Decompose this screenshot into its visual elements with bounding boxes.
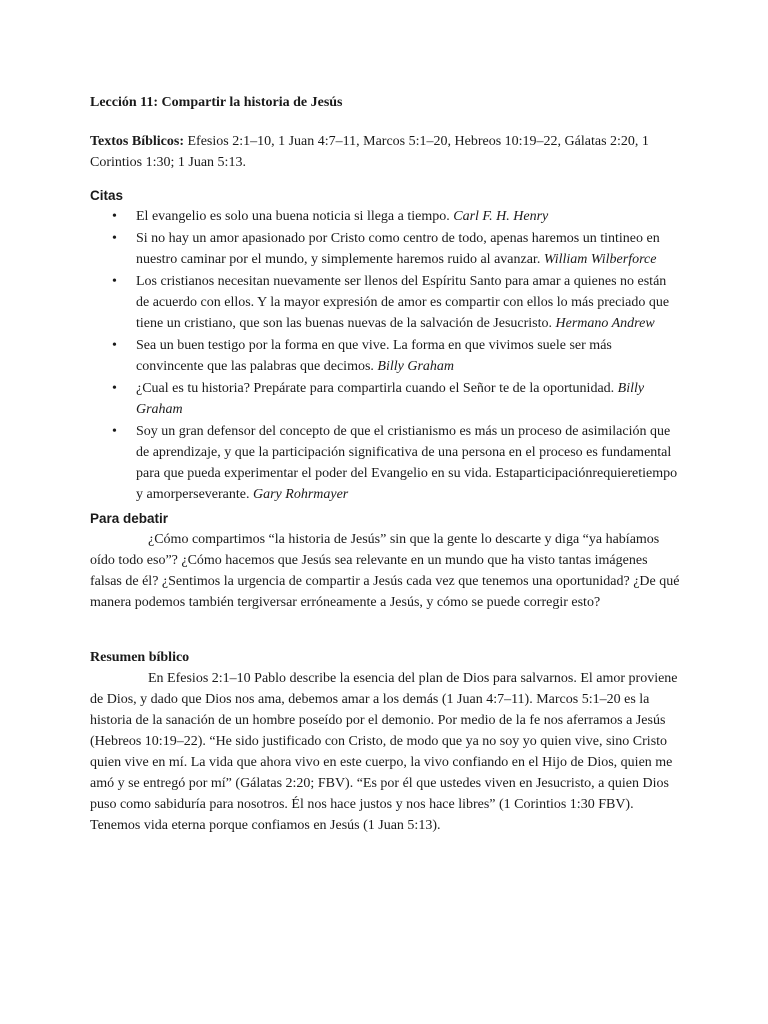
quote-author: William Wilberforce bbox=[543, 252, 657, 267]
bullet-icon: • bbox=[112, 338, 117, 353]
quote-author: Billy Graham bbox=[377, 359, 455, 374]
summary-paragraph: En Efesios 2:1–10 Pablo describe la esencia del plan de Dios para salvarnos. El amor proviene de Dios, y dado que Dios nos ama, debemos amar a los demás (1 Juan 4:7–11). Marcos 5:1–20 es la historia de la sanación de un hombre poseído por el demonio. Por medio de la fe nos aferramos a Jesús (Hebreos 10:19–22). “He sido justificado con Cristo, de modo que ya no soy yo quien vive, sino Cristo quien vive en mí. La vida que ahora vivo en este cuerpo, la vivo confiando en el Hijo de Dios, quien me amó y se entregó por mí” (Gálatas 2:20; FBV). “Es por él que ustedes viven en Jesucristo, a quien Dios puso como sabiduría para nosotros. Él nos hace justos y nos hace libres” (1 Corintios 1:30 FBV). Tenemos vida eterna porque confiamos en Jesús (1 Juan 5:13). bbox=[90, 671, 678, 833]
quote-item bbox=[90, 228, 680, 270]
quote-item bbox=[90, 378, 680, 420]
bullet-icon: • bbox=[112, 209, 117, 224]
quote-author: Hermano Andrew bbox=[555, 316, 655, 331]
summary-heading: Resumen bíblico bbox=[90, 650, 190, 665]
quote-text: Sea un buen testigo por la forma en que vive. La forma en que vivimos suele ser más convincente que las palabras que decimos. bbox=[136, 338, 612, 374]
quote-item bbox=[90, 335, 680, 377]
bullet-icon: • bbox=[112, 231, 117, 246]
quote-item bbox=[90, 206, 680, 227]
quote-text: El evangelio es solo una buena noticia si llega a tiempo. bbox=[136, 209, 454, 224]
quotes-heading: Citas bbox=[90, 188, 124, 203]
biblical-texts bbox=[90, 131, 680, 173]
quote-item bbox=[90, 271, 680, 334]
quote-author: Gary Rohrmayer bbox=[253, 487, 349, 502]
bullet-icon: • bbox=[112, 381, 117, 396]
quote-text: ¿Cual es tu historia? Prepárate para compartirla cuando el Señor te de la oportunidad. bbox=[136, 381, 618, 396]
bullet-icon: • bbox=[112, 424, 117, 439]
debate-heading: Para debatir bbox=[90, 511, 169, 526]
bullet-icon: • bbox=[112, 274, 117, 289]
debate-paragraph: ¿Cómo compartimos “la historia de Jesús” sin que la gente lo descarte y diga “ya habíamos oído todo eso”? ¿Cómo hacemos que Jesús sea relevante en un mundo que ha visto tantas imágenes falsas de él? ¿Sentimos la urgencia de compartir a Jesús cada vez que tenemos una oportunidad? ¿De qué manera podemos también tergiversar erróneamente a Jesús, y cómo se puede corregir esto? bbox=[90, 532, 680, 610]
quote-author: Billy Graham bbox=[136, 381, 645, 417]
quote-text: Los cristianos necesitan nuevamente ser llenos del Espíritu Santo para amar a quienes no están de acuerdo con ellos. Y la mayor expresión de amor es compartir con ellos lo más preciado que tiene un cristiano, que son las buenas nuevas de la salvación de Jesucristo. bbox=[136, 274, 670, 331]
lesson-title: Lección 11: Compartir la historia de Jesús bbox=[90, 95, 343, 110]
quote-text: Si no hay un amor apasionado por Cristo como centro de todo, apenas haremos un tintineo en nuestro caminar por el mundo, y simplemente haremos ruido al avanzar. bbox=[136, 231, 660, 267]
biblical-texts-value: Efesios 2:1–10, 1 Juan 4:7–11, Marcos 5:1–20, Hebreos 10:19–22, Gálatas 2:20, 1 Corintios 1:30; 1 Juan 5:13. bbox=[90, 134, 649, 170]
quote-item bbox=[90, 421, 680, 505]
quote-author: Carl F. H. Henry bbox=[453, 209, 549, 224]
document-body bbox=[90, 92, 680, 836]
biblical-texts-label: Textos Bíblicos: bbox=[90, 134, 184, 149]
quote-text: Soy un gran defensor del concepto de que el cristianismo es más un proceso de asimilación que de aprendizaje, y que la participación significativa de una persona en el proceso es fundamental para que pueda experimentar el poder del Evangelio en su vida. Estaparticipaciónrequieretiempo y amorperseverante. bbox=[136, 424, 678, 502]
quotes-list bbox=[90, 206, 680, 505]
